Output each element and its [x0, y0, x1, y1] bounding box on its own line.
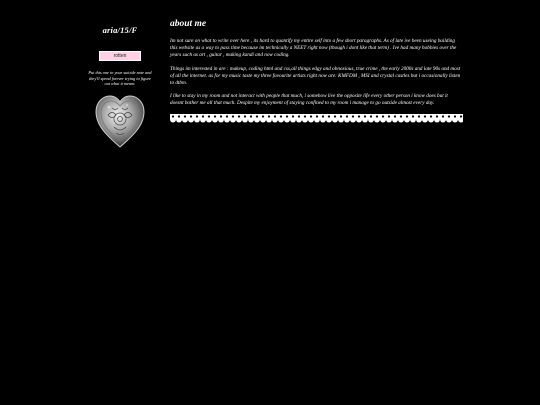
main-content: [170, 19, 465, 124]
site-name: aria/15/F: [102, 25, 138, 35]
sidebar: [86, 25, 154, 149]
about-paragraph: Things im interested in are : makeup, coding html and css,all things edgy and obnoxious, true crime , the early 2000s and late 90s and most of all the internet. as for my music taste my three favourite artists right now are: KMFDM , MSI and crystal castles but i occasionally listen to dtbm.: [170, 65, 461, 86]
about-paragraph: I like to stay in my room and not interact with people that much, i somehow live the opposite life every other person i know does but it doesnt bother me all that much. Despite my enjoyment of staying confined to my room i manage to go outside almost every day.: [170, 93, 448, 107]
about-paragraph: Im not sure on what to write over here , its hard to quantify my entire self into a few short paragraphs. As of late ive been useing building this website as a way to pass time because im technically a NEET right now (though i dont like that term) . Ive had many hobbies over the years such as art , guitar , making kandi and now coding.: [170, 38, 457, 58]
rotten-badge[interactable]: rotten: [99, 51, 141, 61]
lace-divider-icon: [170, 114, 463, 124]
silver-heart-box-icon: [94, 93, 146, 149]
tagline: Put this one in your suicide note and they'll spend forever trying to figure out what it meant.: [88, 70, 152, 87]
page-title: about me: [170, 19, 207, 29]
